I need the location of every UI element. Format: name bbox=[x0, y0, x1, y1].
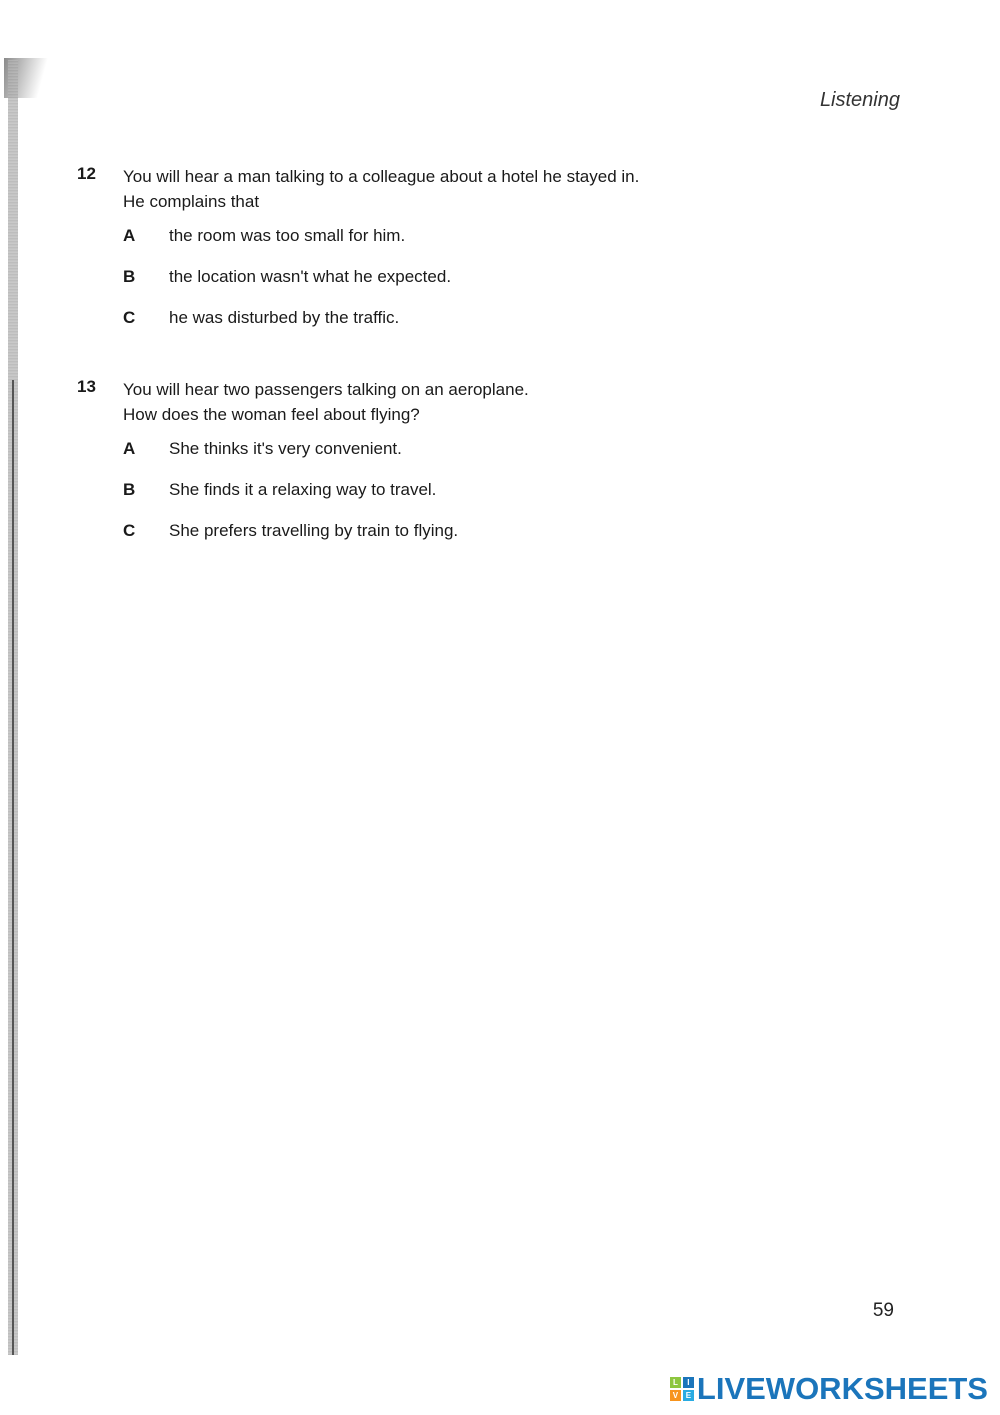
question-prompt bbox=[123, 377, 777, 427]
answer-option-a[interactable] bbox=[123, 226, 777, 267]
answer-options bbox=[123, 439, 777, 562]
question-prompt-line2: How does the woman feel about flying? bbox=[123, 405, 420, 424]
question-number: 13 bbox=[77, 377, 96, 396]
answer-option-b[interactable] bbox=[123, 267, 777, 308]
option-letter: C bbox=[123, 521, 136, 540]
logo-tile-i: I bbox=[683, 1377, 694, 1388]
option-letter: A bbox=[123, 439, 136, 458]
logo-tile-l: L bbox=[670, 1377, 681, 1388]
question-prompt-line1: You will hear a man talking to a colleague about a hotel he stayed in. bbox=[123, 167, 640, 186]
option-text: She thinks it's very convenient. bbox=[169, 439, 402, 458]
option-text: She finds it a relaxing way to travel. bbox=[169, 480, 437, 499]
option-text: he was disturbed by the traffic. bbox=[169, 308, 400, 327]
option-text: the room was too small for him. bbox=[169, 226, 406, 245]
option-letter: C bbox=[123, 308, 136, 327]
answer-option-c[interactable] bbox=[123, 308, 777, 349]
logo-grid-icon bbox=[670, 1377, 694, 1401]
logo-tile-e: E bbox=[683, 1390, 694, 1401]
question-prompt-line1: You will hear two passengers talking on an aeroplane. bbox=[123, 380, 529, 399]
option-text: She prefers travelling by train to flying. bbox=[169, 521, 459, 540]
scan-binding-line bbox=[12, 380, 14, 1355]
answer-option-a[interactable] bbox=[123, 439, 777, 480]
question-12 bbox=[77, 164, 777, 349]
option-letter: A bbox=[123, 226, 136, 245]
answer-option-c[interactable] bbox=[123, 521, 777, 562]
option-letter: B bbox=[123, 480, 136, 499]
answer-options bbox=[123, 226, 777, 349]
question-prompt-line2: He complains that bbox=[123, 192, 260, 211]
question-number: 12 bbox=[77, 164, 96, 183]
option-letter: B bbox=[123, 267, 136, 286]
section-title: Listening bbox=[819, 89, 900, 111]
logo-tile-v: V bbox=[670, 1390, 681, 1401]
page-number: 59 bbox=[872, 1300, 894, 1321]
question-13 bbox=[77, 377, 777, 562]
answer-option-b[interactable] bbox=[123, 480, 777, 521]
brand-name: LIVEWORKSHEETS bbox=[696, 1371, 988, 1406]
option-text: the location wasn't what he expected. bbox=[169, 267, 452, 286]
liveworksheets-logo[interactable] bbox=[670, 1371, 988, 1407]
question-prompt bbox=[123, 164, 777, 214]
